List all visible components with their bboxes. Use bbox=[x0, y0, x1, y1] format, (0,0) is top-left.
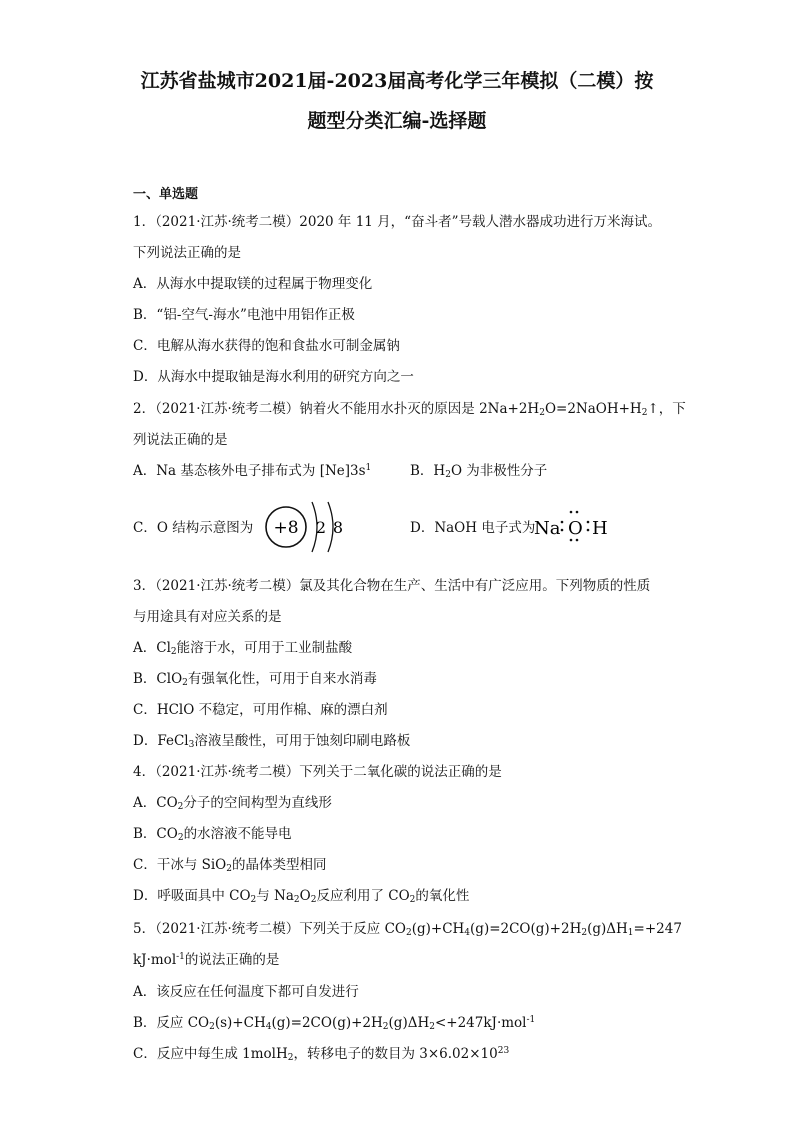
q2-stem-line2: 列说法正确的是 bbox=[133, 432, 228, 448]
q2-option-d: D．NaOH 电子式为 bbox=[410, 520, 536, 536]
q1-option-a: A．从海水中提取镁的过程属于物理变化 bbox=[133, 276, 373, 292]
naoh-electron-dot-formula bbox=[532, 508, 612, 544]
q3-option-c: C．HClO 不稳定，可用作棉、麻的漂白剂 bbox=[133, 702, 388, 718]
ed-sodium: Na bbox=[534, 518, 561, 539]
q5-stem-line2: kJ·mol$^{-1}$的说法正确的是 bbox=[133, 952, 280, 968]
ed-oxygen: O bbox=[568, 518, 583, 539]
q5-option-a: A．该反应在任何温度下都可自发进行 bbox=[133, 984, 359, 1000]
q1-stem-line1: 1．（2021·江苏·统考二模）2020 年 11 月，“奋斗者”号载人潜水器成功进行万米海试。 bbox=[133, 214, 661, 230]
q1-option-d: D．从海水中提取铀是海水利用的研究方向之一 bbox=[133, 369, 414, 385]
q5-stem-line1: 5．（2021·江苏·统考二模）下列关于反应 $CO_2(g)+CH_4(g)=2CO(g)+2H_2(g)\Delta H_1=+247$ bbox=[133, 921, 682, 938]
shell-2-electrons: 8 bbox=[332, 518, 344, 537]
q1-option-b: B．“铝-空气-海水”电池中用铝作正极 bbox=[133, 307, 355, 323]
ed-hydrogen: H bbox=[592, 518, 608, 539]
q3-option-d: D．FeCl$_3$溶液呈酸性，可用于蚀刻印刷电路板 bbox=[133, 733, 411, 750]
q2-option-a: A．Na 基态核外电子排布式为 $[Ne]3s^1$ bbox=[133, 463, 372, 479]
q3-stem-line2: 与用途具有对应关系的是 bbox=[133, 609, 282, 625]
shell-1-electrons: 2 bbox=[315, 518, 327, 537]
q4-stem: 4．（2021·江苏·统考二模）下列关于二氧化碳的说法正确的是 bbox=[133, 764, 502, 780]
q5-option-b: B．反应 $CO_2(s)+CH_4(g)=2CO(g)+2H_2(g)\Delta H_2<+247kJ\cdot mol^{-1}$ bbox=[133, 1015, 536, 1032]
section-heading: 一、单选题 bbox=[133, 187, 199, 202]
q4-option-c: C．干冰与 SiO$_2$的晶体类型相同 bbox=[133, 857, 327, 874]
q2-option-b: B．$H_2O$ 为非极性分子 bbox=[410, 463, 548, 480]
q4-option-d: D．呼吸面具中 $CO_2$与 $Na_2O_2$反应利用了 $CO_2$的氧化性 bbox=[133, 888, 470, 905]
doc-title-line2: 题型分类汇编-选择题 bbox=[307, 110, 487, 132]
q1-option-c: C．电解从海水获得的饱和食盐水可制金属钠 bbox=[133, 338, 400, 354]
q2-stem-line1: 2．（2021·江苏·统考二模）钠着火不能用水扑灭的原因是 $2Na+2H_2O=2NaOH+H_2↑$，下 bbox=[133, 401, 686, 418]
q5-option-c: C．反应中每生成 1molH$_2$，转移电子的数目为 $3\times 6.02\times 10^{23}$ bbox=[133, 1046, 510, 1063]
q1-stem-line2: 下列说法正确的是 bbox=[133, 245, 241, 261]
q2-option-c: C．O 结构示意图为 bbox=[133, 520, 254, 536]
q4-option-a: A．$CO_2$分子的空间构型为直线形 bbox=[133, 795, 332, 812]
nucleus-charge: +8 bbox=[273, 518, 299, 538]
q4-option-b: B．$CO_2$的水溶液不能导电 bbox=[133, 826, 292, 843]
doc-title-line1: 江苏省盐城市2021届-2023届高考化学三年模拟（二模）按 bbox=[140, 70, 654, 92]
q3-option-a: A．$Cl_2$能溶于水，可用于工业制盐酸 bbox=[133, 640, 353, 657]
q3-option-b: B．ClO$_2$有强氧化性，可用于自来水消毒 bbox=[133, 671, 377, 688]
oxygen-atom-structure-diagram bbox=[262, 497, 352, 559]
q3-stem-line1: 3．（2021·江苏·统考二模）氯及其化合物在生产、生活中有广泛应用。下列物质的性质 bbox=[133, 578, 651, 594]
